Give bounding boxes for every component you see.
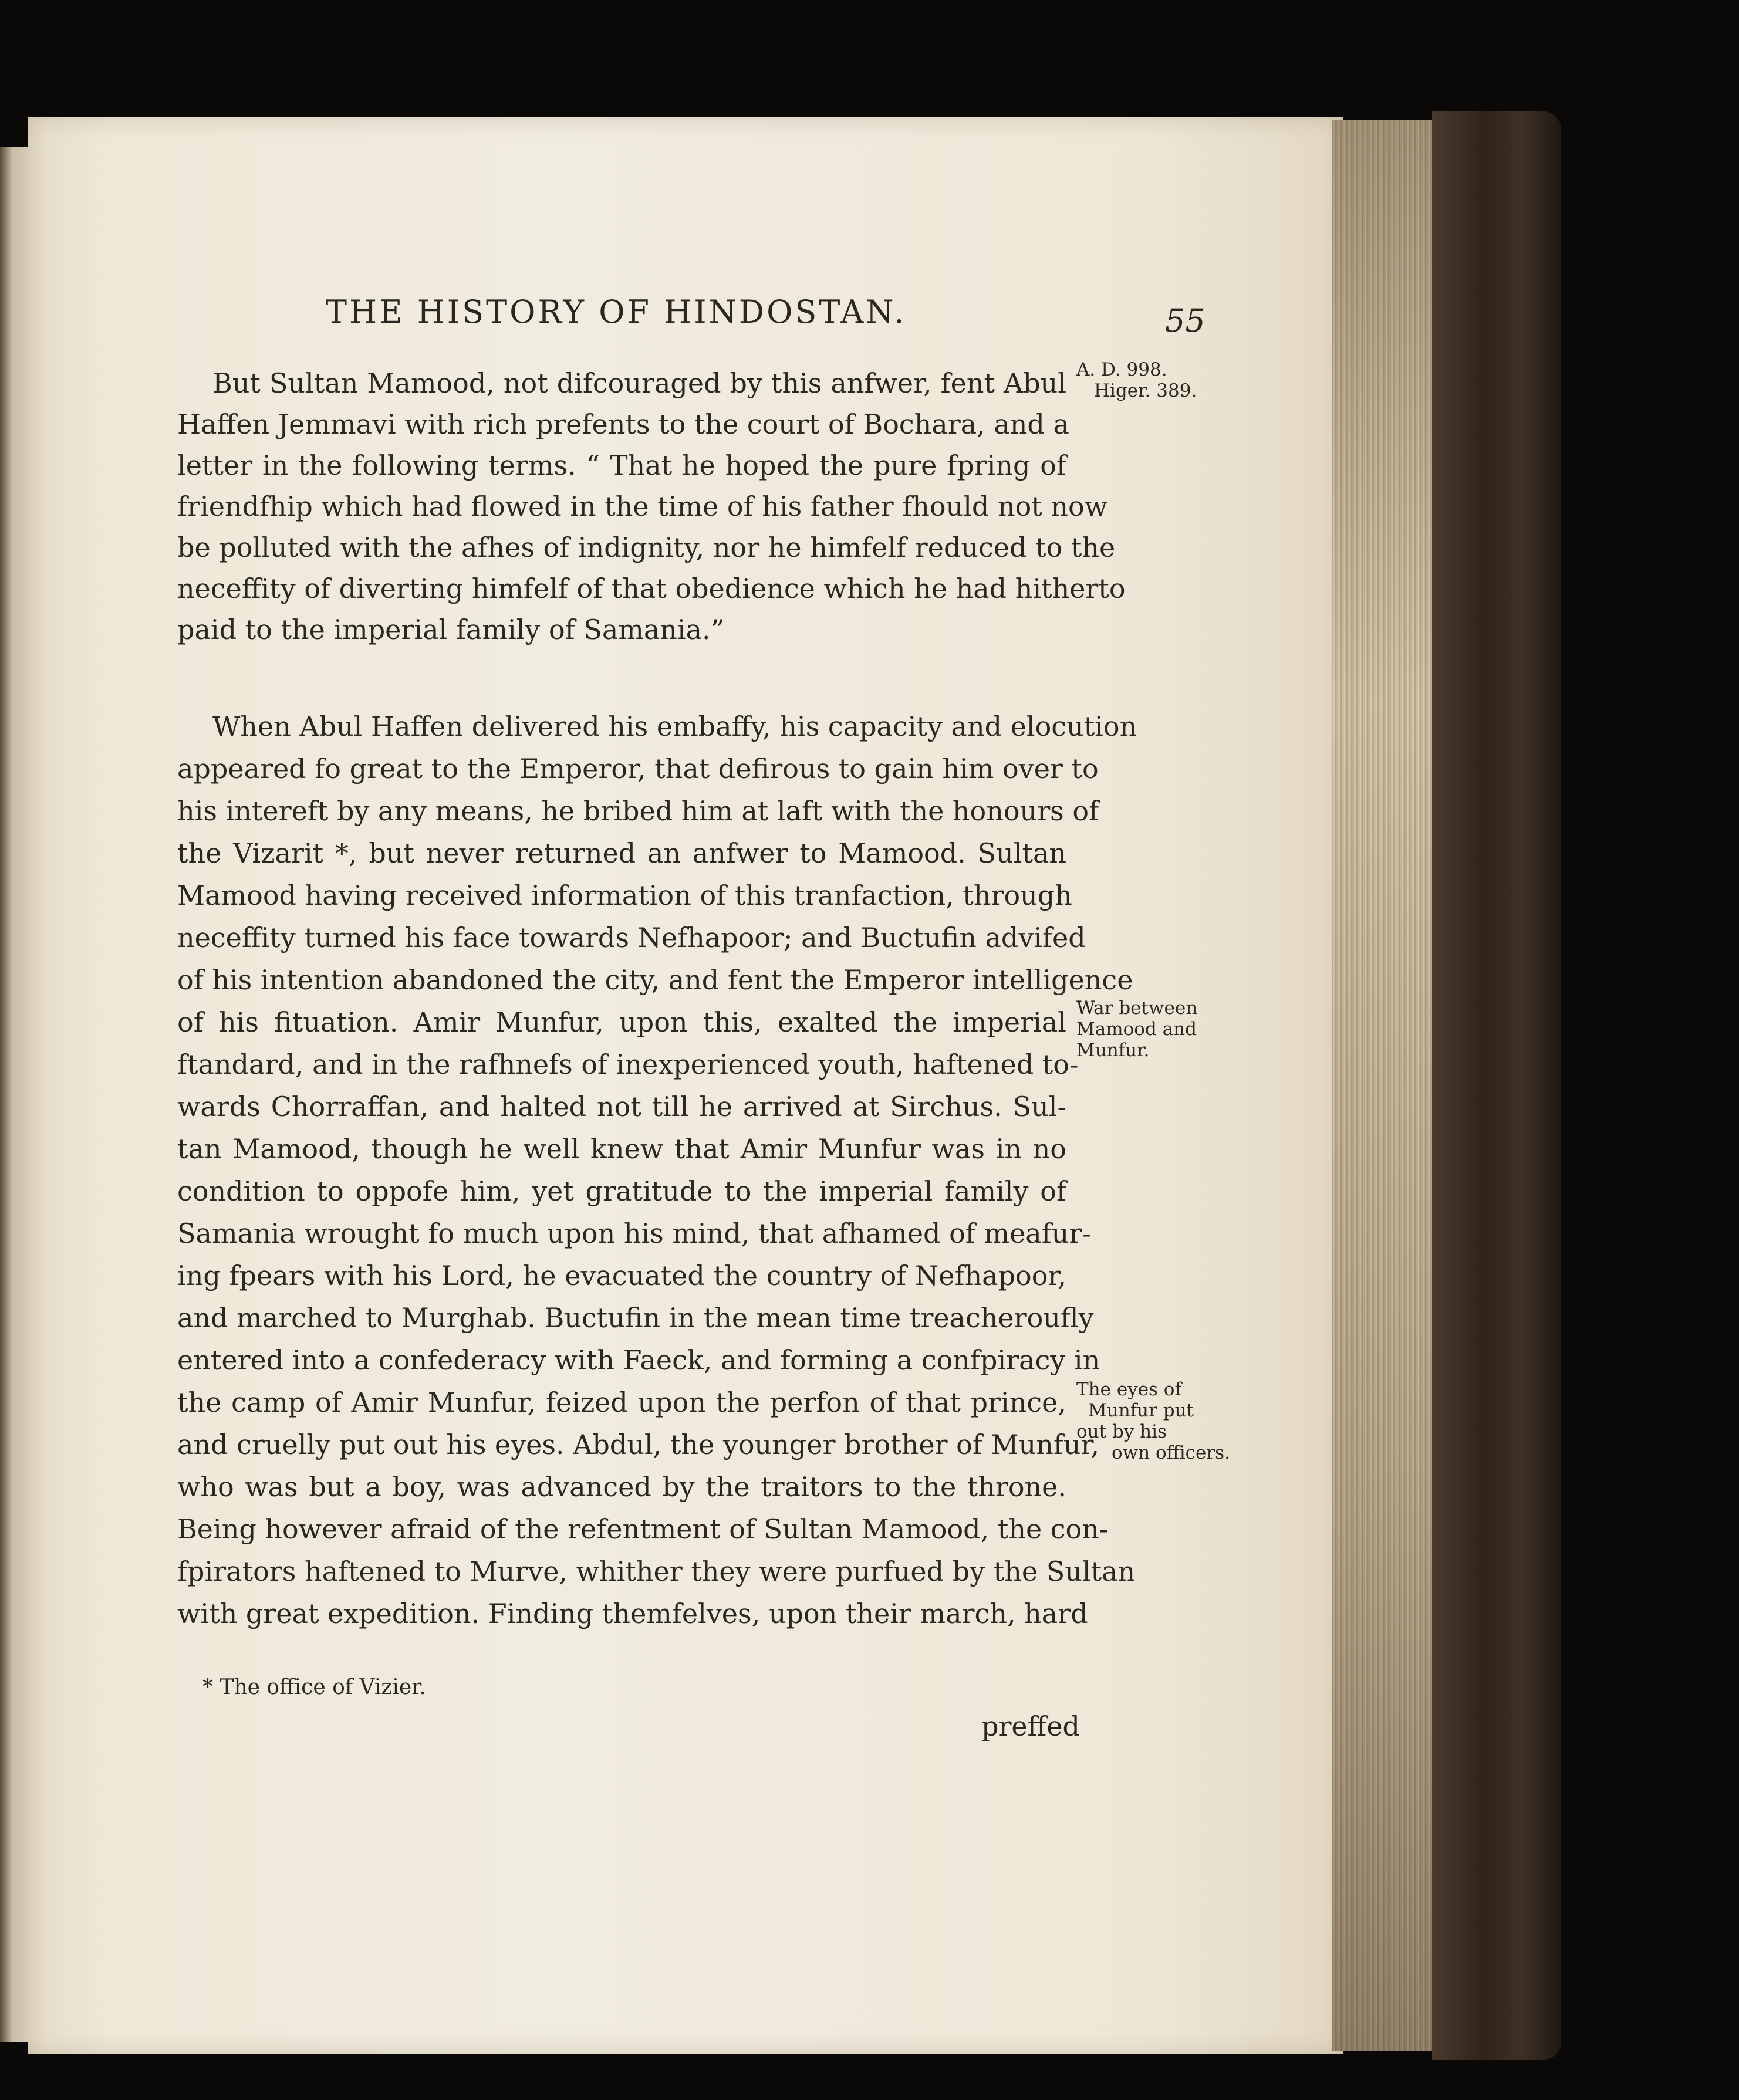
body-line: But Sultan Mamood, not difcouraged by this anfwer, fent Abul — [212, 367, 1066, 399]
page-number: 55 — [1165, 302, 1206, 339]
body-line: tan Mamood, though he well knew that Amir Munfur was in no — [177, 1133, 1066, 1165]
body-line: the camp of Amir Munfur, feized upon the perfon of that prince, — [177, 1387, 1066, 1418]
body-line: with great expedition. Finding themfelves, upon their march, hard — [177, 1598, 1088, 1629]
body-line: wards Chorraffan, and halted not till he arrived at Sirchus. Sul- — [177, 1091, 1066, 1122]
body-line: Mamood having received information of this tranfaction, through — [177, 880, 1072, 911]
sidenote-date — [1076, 359, 1217, 401]
body-line: neceffity turned his face towards Nefhapoor; and Buctufin advifed — [177, 922, 1086, 953]
facing-page-edge — [0, 147, 31, 2042]
sidenote-line: Mamood and — [1076, 1019, 1197, 1040]
body-line: and cruelly put out his eyes. Abdul, the younger brother of Munfur, — [177, 1429, 1100, 1460]
body-line: who was but a boy, was advanced by the traitors to the throne. — [177, 1471, 1066, 1503]
body-line: and marched to Murghab. Buctufin in the mean time treacheroufly — [177, 1302, 1094, 1334]
body-line: the Vizarit *, but never returned an anfwer to Mamood. Sultan — [177, 837, 1066, 869]
body-line: Haffen Jemmavi with rich prefents to the court of Bochara, and a — [177, 408, 1069, 440]
sidenote-line: A. D. 998. — [1076, 359, 1167, 380]
sidenote-line: War between — [1076, 997, 1198, 1019]
catchword: preffed — [981, 1710, 1080, 1742]
body-line: neceffity of diverting himfelf of that obedience which he had hitherto — [177, 573, 1126, 604]
sidenote-line: The eyes of — [1076, 1379, 1181, 1400]
body-line: entered into a confederacy with Faeck, and forming a confpiracy in — [177, 1344, 1100, 1376]
running-head: THE HISTORY OF HINDOSTAN. — [326, 293, 907, 330]
body-line: of his intention abandoned the city, and fent the Emperor intelligence — [177, 964, 1133, 996]
sidenote-eyes — [1076, 1379, 1230, 1463]
body-line: appeared fo great to the Emperor, that defirous to gain him over to — [177, 753, 1099, 784]
body-line: fpirators haftened to Murve, whither they were purfued by the Sultan — [177, 1555, 1136, 1587]
body-line: When Abul Haffen delivered his embaffy, his capacity and elocution — [212, 711, 1137, 742]
body-line: Being however afraid of the refentment of Sultan Mamood, the con- — [177, 1513, 1109, 1545]
footnote: * The office of Vizier. — [202, 1675, 426, 1699]
body-line: friendfhip which had flowed in the time of his father fhould not now — [177, 491, 1108, 522]
body-line: be polluted with the afhes of indignity, nor he himfelf reduced to the — [177, 532, 1116, 563]
body-line: ing fpears with his Lord, he evacuated the country of Nefhapoor, — [177, 1260, 1066, 1291]
sidenote-war — [1076, 997, 1217, 1061]
body-line: of his fituation. Amir Munfur, upon this, exalted the imperial — [177, 1006, 1066, 1038]
body-line: ftandard, and in the rafhnefs of inexperienced youth, haftened to- — [177, 1049, 1079, 1080]
sidenote-line: Munfur put — [1088, 1400, 1194, 1421]
body-line: Samania wrought fo much upon his mind, that afhamed of meafur- — [177, 1218, 1091, 1249]
sidenote-line: Higer. 389. — [1094, 380, 1197, 401]
sidenote-line: own officers. — [1112, 1442, 1230, 1463]
body-line: condition to oppofe him, yet gratitude to the imperial family of — [177, 1175, 1066, 1207]
body-line: paid to the imperial family of Samania.” — [177, 614, 725, 645]
body-line: letter in the following terms. “ That he hoped the pure fpring of — [177, 449, 1066, 481]
sidenote-line: Munfur. — [1076, 1040, 1150, 1061]
book-cover — [1432, 111, 1561, 2060]
sidenote-line: out by his — [1076, 1421, 1167, 1442]
page-block-edges — [1332, 120, 1432, 2051]
body-line: his intereft by any means, he bribed him at laft with the honours of — [177, 795, 1099, 827]
